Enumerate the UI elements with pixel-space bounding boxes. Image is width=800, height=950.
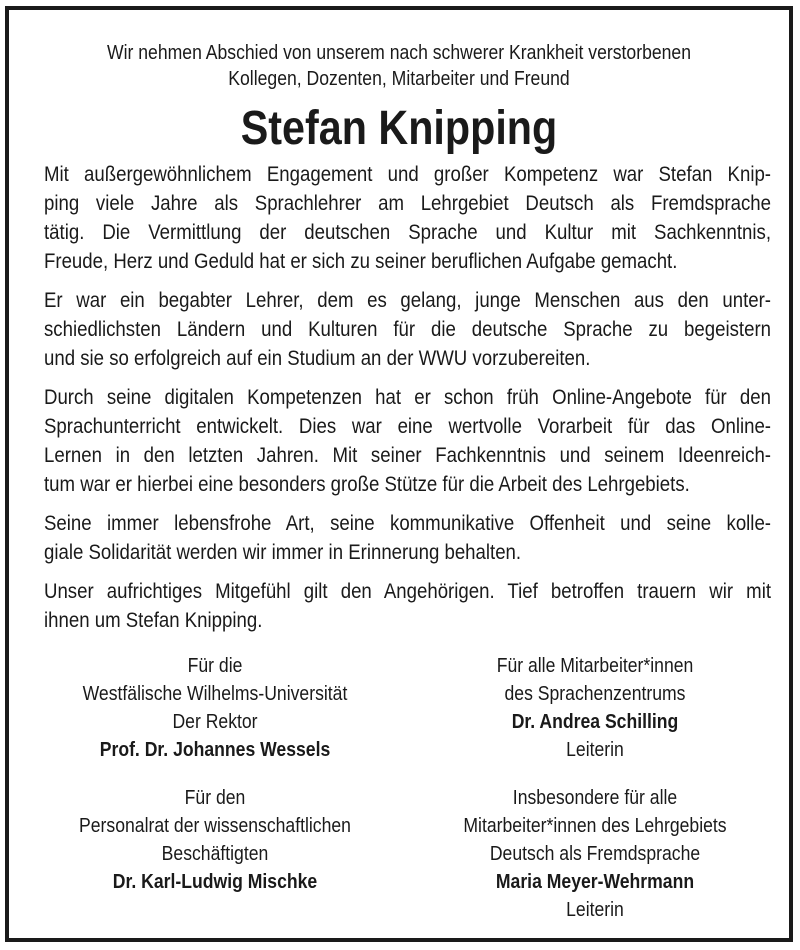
obituary-notice [5,6,793,942]
signature-university [35,652,395,764]
text-line: Durch seine digitalen Kompetenzen hat er schon früh Online-Angebote für den [44,386,772,409]
signature-line: Deutsch als Fremdsprache [489,843,701,865]
paragraph-teacher [44,286,771,373]
signatory-name: Dr. Andrea Schilling [511,711,679,733]
signature-line: Personalrat der wissenschaftlichen [79,815,351,837]
text-line: Lernen in den letzten Jahren. Mit seiner Fachkenntnis und seinem Ideenreich- [44,444,772,467]
signatory-name: Prof. Dr. Johannes Wessels [99,739,331,761]
signature-line: Mitarbeiter*innen des Lehrgebiets [463,815,727,837]
intro-line: Kollegen, Dozenten, Mitarbeiter und Freund [228,68,570,90]
signature-staff [415,652,775,764]
text-line: Sprachunterricht entwickelt. Dies war eine wertvolle Vorarbeit für das Online- [44,415,772,438]
signatory-name: Maria Meyer-Wehrmann [495,871,695,893]
paragraph-digital [44,383,771,499]
intro-text [56,40,742,92]
deceased-name: Stefan Knipping [240,102,558,155]
signature-line: Für den [184,787,246,809]
intro-line: Wir nehmen Abschied von unserem nach schwerer Krankheit verstorbenen [106,42,692,64]
signatory-role: Leiterin [566,899,624,921]
signature-line: Insbesondere für alle [512,787,678,809]
text-line: Freude, Herz und Geduld hat er sich zu seiner beruflichen Aufgabe gemacht. [44,250,678,273]
signature-department [415,784,775,924]
text-line: und sie so erfolgreich auf ein Studium an der WWU vorzubereiten. [44,347,591,370]
text-line: tum war er hierbei eine besonders große Stütze für die Arbeit des Lehrgebiets. [44,473,690,496]
paragraph-character [44,509,771,567]
body-text [44,160,771,645]
signature-line: Für die [187,655,243,677]
text-line: ping viele Jahre als Sprachlehrer am Lehrgebiet Deutsch als Fremdsprache [44,192,772,215]
text-line: Er war ein begabter Lehrer, dem es gelang, junge Menschen aus den unter- [44,289,772,312]
text-line: ihnen um Stefan Knipping. [44,609,263,632]
signature-line: Beschäftigten [161,843,269,865]
text-line: Seine immer lebensfrohe Art, seine kommunikative Offenheit und seine kolle- [44,512,772,535]
text-line: schiedlichsten Ländern und Kulturen für die deutsche Sprache zu begeistern [44,318,772,341]
text-line: Mit außergewöhnlichem Engagement und großer Kompetenz war Stefan Knip- [44,163,772,186]
text-line: giale Solidarität werden wir immer in Erinnerung behalten. [44,541,522,564]
signature-line: Der Rektor [172,711,258,733]
signature-line: des Sprachenzentrums [504,683,686,705]
signatory-role: Leiterin [566,739,624,761]
paragraph-condolence [44,577,771,635]
signature-line: Für alle Mitarbeiter*innen [496,655,694,677]
signature-council [35,784,395,896]
text-line: tätig. Die Vermittlung der deutschen Sprache und Kultur mit Sachkenntnis, [44,221,772,244]
text-line: Unser aufrichtiges Mitgefühl gilt den Angehörigen. Tief betroffen trauern wir mit [44,580,772,603]
paragraph-engagement [44,160,771,276]
signature-line: Westfälische Wilhelms-Universität [82,683,348,705]
signatory-name: Dr. Karl-Ludwig Mischke [112,871,318,893]
